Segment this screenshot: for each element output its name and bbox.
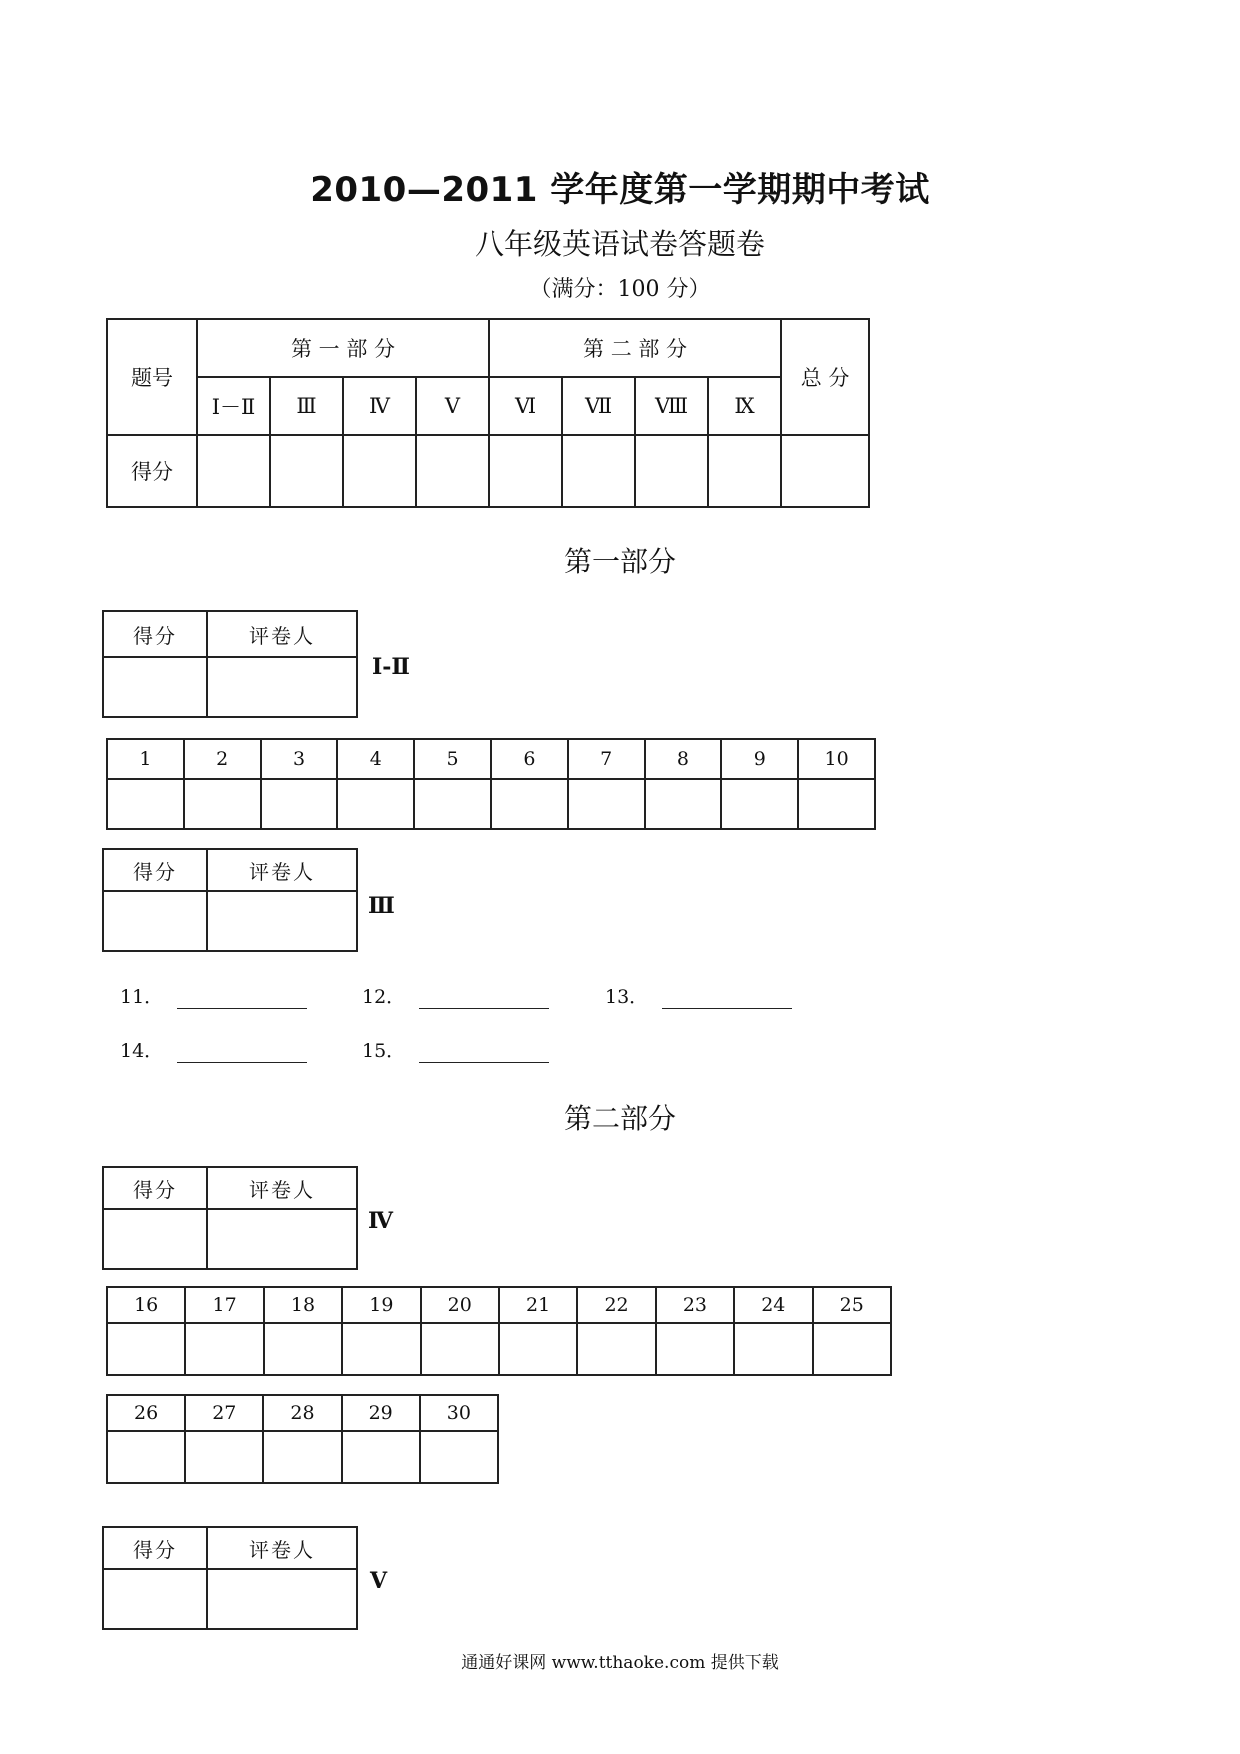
grader-score-cell[interactable] <box>103 1569 207 1629</box>
blank-line[interactable] <box>177 1044 307 1063</box>
question-number: 18 <box>264 1287 342 1323</box>
question-number: 2 <box>184 739 261 779</box>
summary-total-header: 总 分 <box>781 319 869 435</box>
score-summary-table <box>106 318 870 508</box>
question-number: 21 <box>499 1287 577 1323</box>
question-number: 5 <box>414 739 491 779</box>
answer-cell[interactable] <box>264 1323 342 1375</box>
exam-subtitle: 八年级英语试卷答题卷 <box>474 227 765 261</box>
blank-number: 13． <box>605 986 649 1008</box>
blank-item-11 <box>120 982 307 1009</box>
summary-label-number: 题号 <box>107 319 197 435</box>
blank-line[interactable] <box>419 1044 549 1063</box>
question-number: 7 <box>568 739 645 779</box>
grader-name-label: 评卷人 <box>207 1167 357 1209</box>
answer-cell[interactable] <box>656 1323 734 1375</box>
summary-part2-header: 第 二 部 分 <box>489 319 781 377</box>
question-number: 16 <box>107 1287 185 1323</box>
section-label-1-2: Ⅰ-Ⅱ <box>372 654 410 680</box>
score-cell[interactable] <box>197 435 270 507</box>
full-mark-note: （满分：100 分） <box>529 277 711 302</box>
blank-line[interactable] <box>177 990 307 1009</box>
grader-score-label: 得分 <box>103 1167 207 1209</box>
blank-number: 14． <box>120 1040 164 1062</box>
answer-cell[interactable] <box>107 1431 185 1483</box>
answer-cell[interactable] <box>734 1323 812 1375</box>
grader-name-cell[interactable] <box>207 891 357 951</box>
summary-col-7: Ⅶ <box>562 377 635 435</box>
question-number: 1 <box>107 739 184 779</box>
summary-col-8: Ⅷ <box>635 377 708 435</box>
grader-score-label: 得分 <box>103 611 207 657</box>
grader-box-5 <box>102 1526 358 1630</box>
summary-col-4: Ⅳ <box>343 377 416 435</box>
answer-cell[interactable] <box>798 779 875 829</box>
question-number: 23 <box>656 1287 734 1323</box>
blank-item-14 <box>120 1036 307 1063</box>
blank-item-12 <box>362 982 549 1009</box>
summary-label-score: 得分 <box>107 435 197 507</box>
total-score-cell[interactable] <box>781 435 869 507</box>
grader-score-label: 得分 <box>103 849 207 891</box>
answer-cell[interactable] <box>107 1323 185 1375</box>
blank-number: 15． <box>362 1040 406 1062</box>
question-number: 9 <box>721 739 798 779</box>
question-number: 22 <box>577 1287 655 1323</box>
question-number: 4 <box>337 739 414 779</box>
answer-cell[interactable] <box>568 779 645 829</box>
question-number: 28 <box>263 1395 341 1431</box>
question-number: 24 <box>734 1287 812 1323</box>
grader-name-label: 评卷人 <box>207 1527 357 1569</box>
score-cell[interactable] <box>270 435 343 507</box>
answer-cell[interactable] <box>263 1431 341 1483</box>
answer-cell[interactable] <box>420 1431 498 1483</box>
question-number: 30 <box>420 1395 498 1431</box>
section-label-4: Ⅳ <box>368 1208 393 1234</box>
blank-number: 12． <box>362 986 406 1008</box>
summary-col-9: Ⅸ <box>708 377 781 435</box>
section-label-3: Ⅲ <box>368 893 395 919</box>
grader-name-cell[interactable] <box>207 1569 357 1629</box>
question-number: 8 <box>645 739 722 779</box>
question-number: 19 <box>342 1287 420 1323</box>
answer-cell[interactable] <box>185 1323 263 1375</box>
grader-name-label: 评卷人 <box>207 849 357 891</box>
score-cell[interactable] <box>416 435 489 507</box>
answer-cell[interactable] <box>813 1323 891 1375</box>
question-number: 26 <box>107 1395 185 1431</box>
grader-score-cell[interactable] <box>103 891 207 951</box>
answer-cell[interactable] <box>577 1323 655 1375</box>
answer-cell[interactable] <box>491 779 568 829</box>
blank-number: 11． <box>120 986 164 1008</box>
section-label-5: Ⅴ <box>370 1568 388 1594</box>
grader-name-cell[interactable] <box>207 1209 357 1269</box>
summary-col-3: Ⅲ <box>270 377 343 435</box>
footer-credit: 通通好课网 www.tthaoke.com 提供下载 <box>461 1653 779 1673</box>
score-cell[interactable] <box>635 435 708 507</box>
question-number: 17 <box>185 1287 263 1323</box>
grader-score-cell[interactable] <box>103 1209 207 1269</box>
grader-box-3 <box>102 848 358 952</box>
summary-col-5: Ⅴ <box>416 377 489 435</box>
answer-cell[interactable] <box>721 779 798 829</box>
score-cell[interactable] <box>343 435 416 507</box>
answer-grid-16-25 <box>106 1286 892 1376</box>
exam-title: 2010—2011 学年度第一学期期中考试 <box>310 170 930 210</box>
grader-score-cell[interactable] <box>103 657 207 717</box>
summary-part1-header: 第 一 部 分 <box>197 319 489 377</box>
blank-line[interactable] <box>419 990 549 1009</box>
score-cell[interactable] <box>562 435 635 507</box>
part1-heading: 第一部分 <box>563 545 676 578</box>
question-number: 3 <box>261 739 338 779</box>
answer-cell[interactable] <box>107 779 184 829</box>
answer-cell[interactable] <box>261 779 338 829</box>
blank-item-13 <box>605 982 792 1009</box>
question-number: 6 <box>491 739 568 779</box>
answer-grid-26-30 <box>106 1394 499 1484</box>
answer-cell[interactable] <box>645 779 722 829</box>
summary-col-6: Ⅵ <box>489 377 562 435</box>
score-cell[interactable] <box>489 435 562 507</box>
part2-heading: 第二部分 <box>563 1102 676 1135</box>
blank-line[interactable] <box>662 990 792 1009</box>
question-number: 25 <box>813 1287 891 1323</box>
grader-box-4 <box>102 1166 358 1270</box>
grader-name-label: 评卷人 <box>207 611 357 657</box>
answer-cell[interactable] <box>414 779 491 829</box>
answer-cell[interactable] <box>185 1431 263 1483</box>
grader-score-label: 得分 <box>103 1527 207 1569</box>
question-number: 27 <box>185 1395 263 1431</box>
question-number: 29 <box>342 1395 420 1431</box>
answer-grid-1-10 <box>106 738 876 830</box>
summary-col-1-2: Ⅰ－Ⅱ <box>197 377 270 435</box>
score-cell[interactable] <box>708 435 781 507</box>
answer-cell[interactable] <box>337 779 414 829</box>
grader-name-cell[interactable] <box>207 657 357 717</box>
answer-cell[interactable] <box>342 1323 420 1375</box>
answer-cell[interactable] <box>421 1323 499 1375</box>
grader-box-1 <box>102 610 358 718</box>
blank-item-15 <box>362 1036 549 1063</box>
question-number: 10 <box>798 739 875 779</box>
question-number: 20 <box>421 1287 499 1323</box>
answer-cell[interactable] <box>342 1431 420 1483</box>
answer-cell[interactable] <box>499 1323 577 1375</box>
answer-cell[interactable] <box>184 779 261 829</box>
